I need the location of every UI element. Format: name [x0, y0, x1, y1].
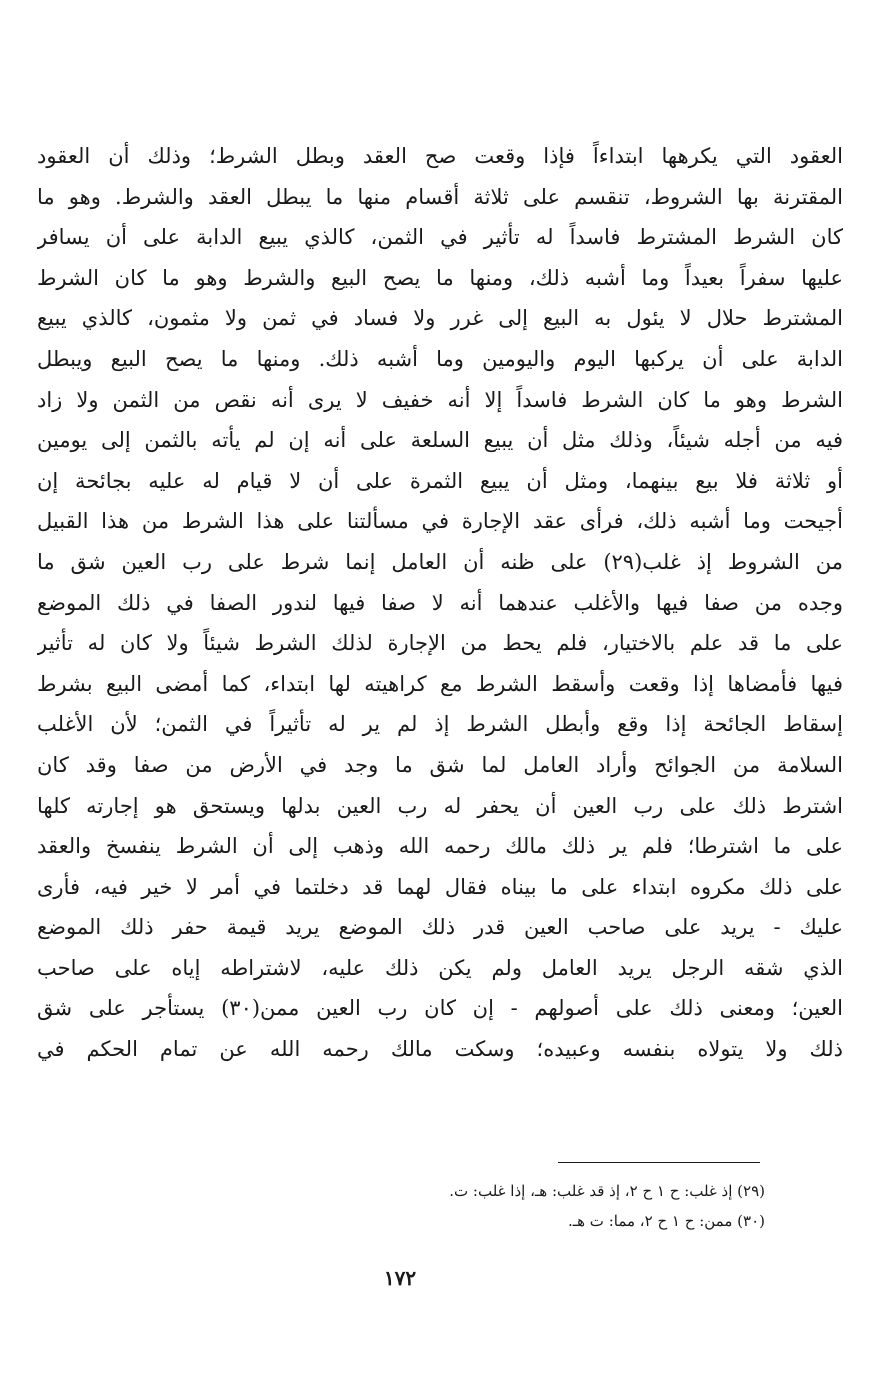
text-line: على ما قد علم بالاختيار، فلم يحط من الإجارة لذلك الشرط شيئاً ولا كان له تأثير — [37, 631, 843, 656]
text-line: المشترط حلال لا يئول به البيع إلى غرر ولا فساد في ثمن ولا مثمون، كالذي يبيع — [37, 306, 843, 331]
text-line: على ذلك مكروه ابتداء على ما بيناه فقال لهما قد دخلتما في أمر لا خير فيه، فأرى — [37, 874, 843, 899]
text-line: المقترنة بها الشروط، تنقسم على ثلاثة أقسام منها ما يبطل العقد والشرط. وهو ما — [37, 184, 843, 209]
text-line: الذي شقه الرجل يريد العامل ولم يكن ذلك عليه، لاشتراطه إياه على صاحب — [37, 955, 843, 980]
text-line: السلامة من الجوائح وأراد العامل لما شق ما وجد في الأرض من صفا وقد كان — [37, 752, 843, 777]
text-line: عليك - يريد على صاحب العين قدر ذلك الموضع يريد قيمة حفر ذلك الموضع — [37, 915, 843, 940]
footnote-29: (٢٩) إذ غلب: ح ١ ح ٢، إذ قد غلب: هـ، إذا غلب: ت. — [449, 1182, 765, 1200]
text-line: أو ثلاثة فلا بيع بينهما، ومثل أن يبيع الثمرة على أن لا قيام له عليه بجائحة إن — [37, 468, 843, 493]
text-line: فيها فأمضاها إذا وقعت وأسقط الشرط مع كراهيته لها ابتداء، كما أمضى البيع بشرط — [37, 671, 843, 696]
footnote-separator — [558, 1162, 760, 1163]
text-line: فيه من أجله شيئاً، وذلك مثل أن يبيع السلعة على أنه إن لم يأته بالثمن إلى يومين — [37, 428, 843, 453]
text-line: إسقاط الجائحة إذا وقع وأبطل الشرط إذ لم ير له تأثيراً في الثمن؛ لأن الأغلب — [37, 712, 843, 737]
footnotes-block — [205, 1176, 765, 1236]
footnote-30: (٣٠) ممن: ح ١ ح ٢، مما: ت هـ. — [567, 1212, 765, 1230]
text-line: العقود التي يكرهها ابتداءاً فإذا وقعت صح العقد وبطل الشرط؛ وذلك أن العقود — [37, 144, 843, 168]
text-line: من الشروط إذ غلب(٢٩) على ظنه أن العامل إنما شرط على رب العين شق ما — [37, 549, 843, 574]
text-line: اشترط ذلك على رب العين أن يحفر له رب العين بدلها ويستحق هو إجارته كلها — [37, 793, 843, 818]
text-line: الدابة على أن يركبها اليوم واليومين وما أشبه ذلك. ومنها ما يصح البيع ويبطل — [37, 346, 843, 371]
text-line: وجده من صفا فيها والأغلب عندهما أنه لا صفا فيها لندور الصفا في ذلك الموضع — [37, 590, 843, 615]
page-number: ١٧٢ — [383, 1266, 417, 1290]
main-text-block — [37, 136, 843, 1070]
text-line: على ما اشترطا؛ فلم ير ذلك مالك رحمه الله وذهب إلى أن الشرط ينفسخ والعقد — [37, 834, 843, 859]
text-line: الشرط وهو ما كان الشرط فاسداً إلا أنه خفيف لا يرى أنه نقص من الثمن ولا زاد — [37, 387, 843, 412]
text-line: العين؛ ومعنى ذلك على أصولهم - إن كان رب العين ممن(٣٠) يستأجر على شق — [37, 996, 843, 1021]
text-line: ذلك ولا يتولاه بنفسه وعبيده؛ وسكت مالك رحمه الله عن تمام الحكم في — [37, 1037, 843, 1062]
text-line: أجيحت وما أشبه ذلك، فرأى عقد الإجارة في مسألتنا على هذا الشرط من هذا القبيل — [37, 509, 843, 534]
text-line: كان الشرط المشترط فاسداً له تأثير في الثمن، كالذي يبيع الدابة على أن يسافر — [37, 225, 843, 250]
text-line: عليها سفراً بعيداً وما أشبه ذلك، ومنها ما يصح البيع والشرط وهو ما كان الشرط — [37, 265, 843, 290]
